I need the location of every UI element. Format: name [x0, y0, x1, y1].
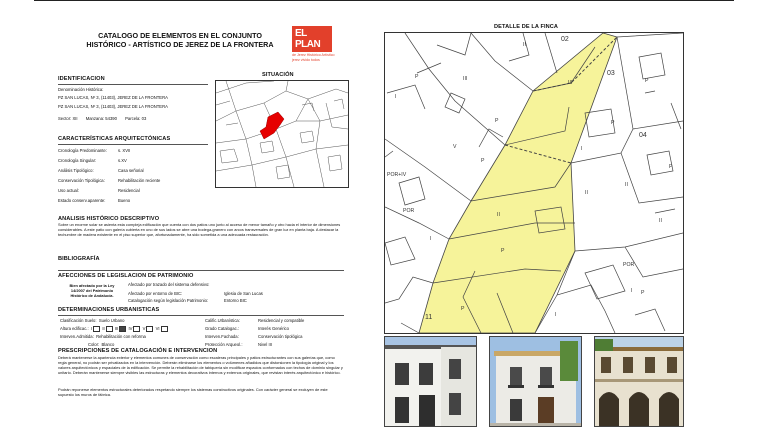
altura-checkbox-iv[interactable]	[133, 326, 140, 332]
proteccion-label: Protección Arqueol.:	[205, 342, 243, 347]
denominacion-label: Denominación Histórica:	[58, 87, 104, 92]
section-determinaciones: DETERMINACIONES URBANISTICAS	[58, 307, 160, 313]
parcel-label: II	[659, 218, 662, 224]
parcel-label: P	[415, 74, 419, 80]
caracteristica-label: Cronología Singular:	[58, 158, 97, 163]
parcel-label: POR	[403, 208, 415, 214]
facade-photo-2	[489, 336, 582, 427]
parcel-label: P	[501, 248, 505, 254]
section-afecciones: AFECCIONES DE LEGISLACION DE PATRIMONIO	[58, 273, 194, 279]
parcel-label: V	[453, 144, 457, 150]
parcel-highlight	[419, 33, 617, 333]
prescripciones-text-2: Podrán reponerse elementos estructurales deteriorados respetando siempre los sistemas constructivos originales. Con carácter general se excluyen de este supuesto los muros de fábrica.	[58, 387, 328, 397]
top-border	[34, 0, 734, 1]
parcel-number: 11	[425, 314, 433, 321]
el-plan-logo: EL PLAN de Jerez Histórico Artístico jerez vivido todos	[292, 28, 335, 62]
caracteristica-value: Rehabilitación reciente	[118, 178, 161, 183]
altura-checkbox-iii[interactable]	[119, 326, 126, 332]
parcel-label: P	[645, 78, 649, 84]
parcel-label: P	[641, 290, 645, 296]
altura-checkbox-v[interactable]	[146, 326, 153, 332]
afeccion-catalog-value: Entorno BIC	[224, 298, 247, 303]
divider	[58, 144, 208, 145]
facade-photo-1	[384, 336, 477, 427]
afeccion-bic-label: Afectado por entorno de BIC:	[128, 291, 183, 296]
section-situacion: SITUACIÓN	[262, 72, 294, 78]
analisis-text: Sobre un enorme solar se asienta esta compleja edificación que cuenta con dos patios uno junto al acceso de menor tamaño y otro hacia el interior de dimensiones considerables. A este patio con galería cubierta en uno de sus lados se abre una bodega-granero con arcos transversales de gran luz en planta baja. A destacar la techumbre de madera existente en el piso superior que, afortunadamente, ha sido sometida a una adecuada restauración.	[58, 222, 341, 237]
altura-checkbox-ii[interactable]	[106, 326, 113, 332]
situation-map-svg	[216, 81, 348, 187]
parcel-label: II	[497, 212, 500, 218]
parcel-label: I	[395, 94, 397, 100]
parcel-label: III	[463, 76, 468, 82]
catalog-title: CATALOGO DE ELEMENTOS EN EL CONJUNTO HISTÓRICO - ARTÍSTICO DE JEREZ DE LA FRONTERA	[86, 31, 274, 49]
intervencion-row: Interven.Admitida: Rehabilitación con reforma	[60, 334, 146, 339]
divider	[58, 315, 344, 316]
afeccion-bic-value: Iglesia de San Lucas	[224, 291, 263, 296]
patio-photo	[594, 336, 684, 427]
caracteristica-label: Cronología Predominante:	[58, 148, 107, 153]
parcel-label: P	[669, 164, 673, 170]
situation-map	[215, 80, 349, 188]
divider	[58, 84, 208, 85]
calific-label: Calific.Urbanística:	[205, 318, 240, 323]
clasificacion-row: Clasificación Suelo: Suelo Urbano	[60, 318, 125, 323]
caracteristica-label: Uso actual:	[58, 188, 79, 193]
parcel-label: I	[581, 146, 583, 152]
parcel-label: I	[430, 236, 432, 242]
parcel-label: II	[625, 182, 628, 188]
caracteristica-label: Conservación Tipológica:	[58, 178, 105, 183]
parcel-label: I	[555, 312, 557, 318]
parcel-number: 04	[639, 132, 647, 139]
parcel-label: POR+IV	[387, 172, 407, 178]
parcel-label: P	[611, 120, 615, 126]
caracteristica-value: s.XV	[118, 158, 127, 163]
fachada-label: Interven.Fachada:	[205, 334, 239, 339]
parcel-number: 02	[561, 36, 569, 43]
sector-row: Sector: XII Manzana: 54390 Parcela: 03	[58, 116, 147, 121]
prescripciones-text-1: Deberá mantenerse la apariencia exterior y elementos comunes de conservación como escaleras principales y patios estructurantes con sus galerías que, como regla general, no podrán ser privatizados en la intervención. Deberán eliminarse los elementos o volúmenes añadidos que distorsionen la tipología original y los valores arquitectónicos y espaciales de la edificación. Se permite la rehabilitación de tabiquería sin modificar espacios conformados con techos de dominio singular y unitario. Deberán mantenerse siempre visibles las estructuras y elementos decorativos internos y externos originales, que revistan interés arquitectónico e histórico.	[58, 355, 343, 375]
altura-checkbox-vi[interactable]	[161, 326, 168, 332]
address-2: PZ SAN LUCAS, Nº 3, (11403), JEREZ DE LA FRONTERA	[58, 104, 168, 109]
parcel-label: III	[568, 80, 573, 86]
grado-label: Grado Catalogac.:	[205, 326, 239, 331]
ley-patrimonio-label: Bien afectado por la Ley 14/2007 del Patrimonio Histórico de Andalucía.	[69, 283, 115, 298]
parcel-label: I	[631, 288, 633, 294]
section-identificacion: IDENTIFICACION	[58, 76, 105, 82]
section-caracteristicas: CARACTERÍSTICAS ARQUITECTÓNICAS	[58, 136, 171, 142]
parcel-map-svg	[385, 33, 683, 333]
parcel-label: II	[585, 190, 588, 196]
section-detalle: DETALLE DE LA FINCA	[494, 24, 559, 30]
color-row: Color: Blanco	[88, 342, 115, 347]
caracteristica-label: Estado conserv.aparente:	[58, 198, 106, 203]
caracteristica-value: Bueno	[118, 198, 131, 203]
parcel-detail-map	[384, 32, 684, 334]
afeccion-catalog-label: Catalogación según legislación Patrimonio:	[128, 298, 209, 303]
parcel-label: P	[495, 118, 499, 124]
parcel-number: 03	[607, 70, 615, 77]
altura-row: Altura edificac.: I II III IV V VI	[60, 326, 169, 332]
calific-value: Residencial y compatible	[258, 318, 305, 323]
section-prescripciones: PRESCRIPCIONES DE CATALOGACIÓN E INTERVENCION	[58, 348, 218, 354]
address-1: PZ SAN LUCAS, Nº 3, (11403), JEREZ DE LA FRONTERA	[58, 95, 168, 100]
parcel-label: II	[523, 42, 526, 48]
section-analisis: ANALISIS HISTÓRICO DESCRIPTIVO	[58, 216, 160, 222]
caracteristica-label: Análisis Tipológico:	[58, 168, 94, 173]
caracteristica-value: s. XVII	[118, 148, 131, 153]
fachada-value: Conservación tipológica	[258, 334, 303, 339]
parcel-location-marker	[260, 112, 284, 139]
altura-checkbox-i[interactable]	[93, 326, 100, 332]
divider	[58, 270, 344, 271]
section-bibliografia: BIBLIOGRAFÍA	[58, 256, 100, 262]
parcel-label: POR	[623, 262, 635, 268]
caracteristica-value: Casa señorial	[118, 168, 144, 173]
caracteristica-value: Residencial	[118, 188, 140, 193]
parcel-label: P	[481, 158, 485, 164]
parcel-label: P	[461, 306, 465, 312]
afeccion-defensivo: Afectado por trazado del sistema defensivo:	[128, 282, 210, 287]
grado-value: Interés Genérico	[258, 326, 289, 331]
proteccion-value: Nivel III	[258, 342, 272, 347]
